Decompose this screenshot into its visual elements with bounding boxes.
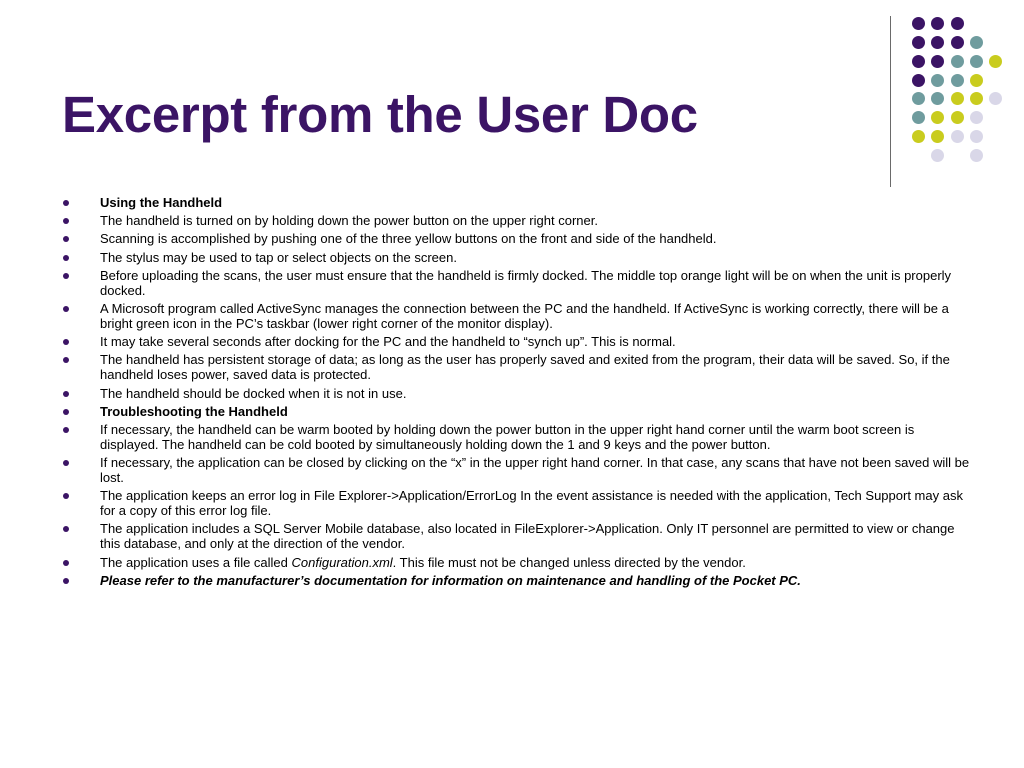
bullet-text: If necessary, the handheld can be warm booted by holding down the power button in the upper right hand corner until the warm boot screen is displayed. The handheld can be cold booted by simultaneously holding down the 1 and 9 keys and the power button. <box>100 421 915 452</box>
bullet-item <box>60 352 970 382</box>
grid-dot <box>970 130 983 143</box>
grid-dot <box>912 55 925 68</box>
bullet-item <box>60 386 970 401</box>
bullet-text: A Microsoft program called ActiveSync manages the connection between the PC and the handheld. If ActiveSync is working correctly, there will be a bright green icon in the PC’s taskbar (lower right corner of the monitor display). <box>100 300 949 331</box>
grid-dot <box>989 92 1002 105</box>
bullet-text: The application keeps an error log in File Explorer->Application/ErrorLog In the event assistance is needed with the application, Tech Support may ask for a copy of this error log file. <box>100 488 963 519</box>
grid-dot <box>912 92 925 105</box>
grid-dot <box>951 130 964 143</box>
bullet-item <box>60 488 970 518</box>
grid-dot <box>951 74 964 87</box>
grid-dot <box>951 111 964 124</box>
bullet-dot-icon <box>63 339 69 345</box>
slide-title: Excerpt from the User Doc <box>62 86 698 143</box>
bullet-dot-icon <box>63 306 69 312</box>
grid-dot <box>912 36 925 49</box>
grid-dot <box>931 111 944 124</box>
bullet-dot-icon <box>63 409 69 415</box>
grid-dot <box>931 149 944 162</box>
bullet-dot-icon <box>63 255 69 261</box>
bullet-dot-icon <box>63 218 69 224</box>
bullet-text: The handheld has persistent storage of data; as long as the user has properly saved and exited from the program, their data will be saved. So, if the handheld loses power, saved data is protected. <box>100 352 950 383</box>
bullet-item <box>60 334 970 349</box>
grid-dot <box>970 36 983 49</box>
grid-dot <box>951 55 964 68</box>
bullet-list <box>60 195 970 591</box>
bullet-text: The stylus may be used to tap or select objects on the screen. <box>100 249 457 265</box>
grid-dot <box>912 111 925 124</box>
bullet-text-before: The application uses a file called <box>100 554 292 570</box>
grid-dot <box>912 17 925 30</box>
grid-dot <box>970 149 983 162</box>
bullet-text: Before uploading the scans, the user must ensure that the handheld is firmly docked. The middle top orange light will be on when the unit is properly docked. <box>100 267 952 298</box>
grid-dot <box>970 55 983 68</box>
bullet-text: If necessary, the application can be closed by clicking on the “x” in the upper right hand corner. In that case, any scans that have not been saved will be lost. <box>100 455 970 486</box>
bullet-text: The handheld should be docked when it is not in use. <box>100 385 407 401</box>
bullet-item <box>60 455 970 485</box>
bullet-item <box>60 231 970 246</box>
bullet-text: Please refer to the manufacturer’s documentation for information on maintenance and handling of the Pocket PC. <box>100 572 801 588</box>
grid-dot <box>951 36 964 49</box>
bullet-item <box>60 301 970 331</box>
bullet-dot-icon <box>63 357 69 363</box>
grid-dot <box>931 36 944 49</box>
bullet-text: The application includes a SQL Server Mobile database, also located in FileExplorer->Application. Only IT personnel are permitted to view or change this database, and only at the direction of the vendor. <box>100 521 955 552</box>
bullet-dot-icon <box>63 493 69 499</box>
bullet-item <box>60 422 970 452</box>
bullet-dot-icon <box>63 560 69 566</box>
bullet-item <box>60 268 970 298</box>
bullet-dot-icon <box>63 200 69 206</box>
grid-dot <box>931 17 944 30</box>
bullet-text: Scanning is accomplished by pushing one of the three yellow buttons on the front and side of the handheld. <box>100 231 717 247</box>
grid-dot <box>989 55 1002 68</box>
grid-dot <box>951 17 964 30</box>
bullet-dot-icon <box>63 236 69 242</box>
grid-dot <box>931 92 944 105</box>
bullet-dot-icon <box>63 427 69 433</box>
bullet-dot-icon <box>63 391 69 397</box>
grid-dot <box>970 74 983 87</box>
bullet-dot-icon <box>63 460 69 466</box>
bullet-item <box>60 521 970 551</box>
config-filename: Configuration.xml <box>291 554 393 570</box>
vertical-divider <box>890 16 891 187</box>
grid-dot <box>970 111 983 124</box>
grid-dot <box>912 74 925 87</box>
bullet-dot-icon <box>63 526 69 532</box>
grid-dot <box>912 130 925 143</box>
bullet-item-heading-using <box>60 195 970 210</box>
bullet-dot-icon <box>63 578 69 584</box>
bullet-text: The handheld is turned on by holding down the power button on the upper right corner. <box>100 213 598 229</box>
bullet-item-heading-troubleshooting <box>60 404 970 419</box>
grid-dot <box>970 92 983 105</box>
bullet-item <box>60 250 970 265</box>
bullet-dot-icon <box>63 273 69 279</box>
bullet-text: It may take several seconds after docking for the PC and the handheld to “synch up”. This is normal. <box>100 334 676 350</box>
bullet-text: Troubleshooting the Handheld <box>100 403 288 419</box>
bullet-item <box>60 555 970 570</box>
grid-dot <box>931 74 944 87</box>
bullet-item <box>60 213 970 228</box>
grid-dot <box>931 130 944 143</box>
grid-dot <box>931 55 944 68</box>
bullet-text-after: . This file must not be changed unless directed by the vendor. <box>392 554 746 570</box>
bullet-item-note <box>60 573 970 588</box>
bullet-text: Using the Handheld <box>100 195 223 210</box>
grid-dot <box>951 92 964 105</box>
